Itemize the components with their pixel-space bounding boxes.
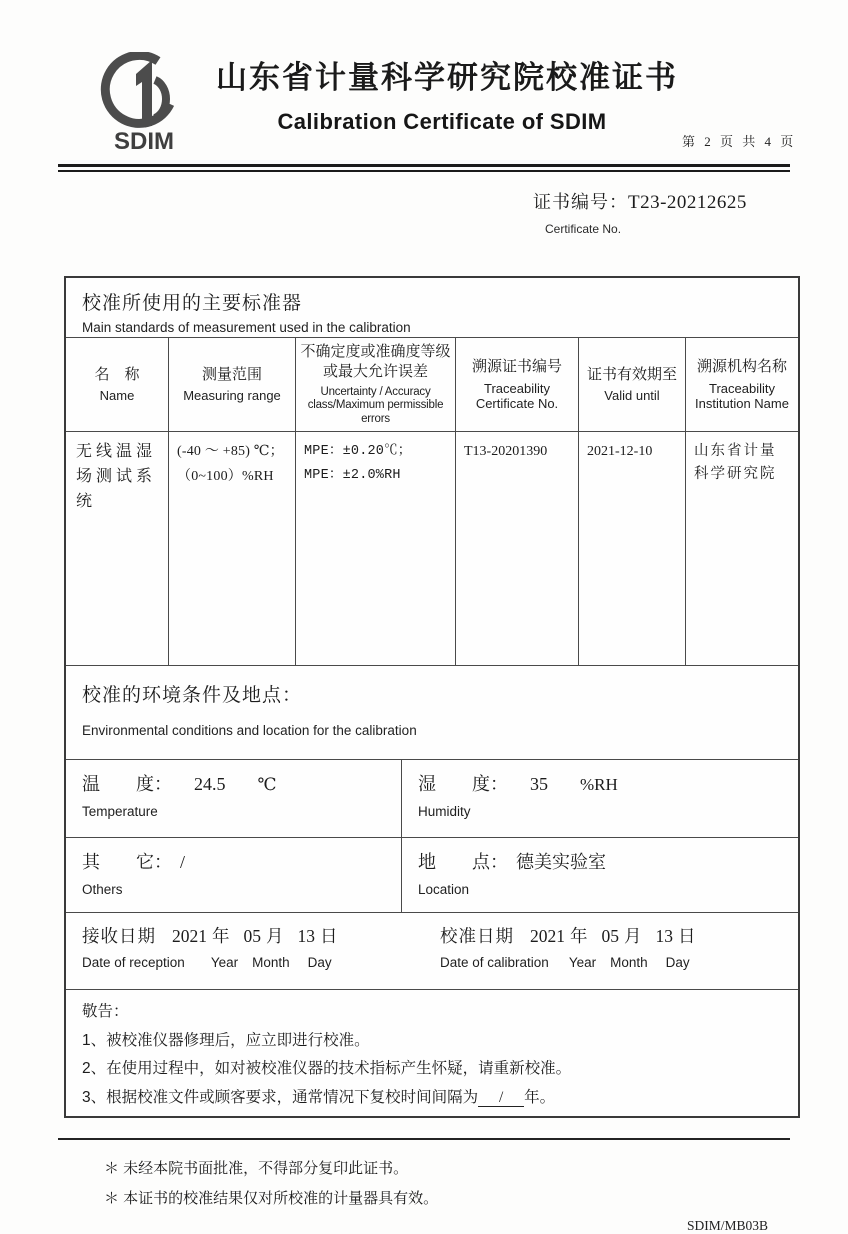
env-section-title <box>66 666 798 760</box>
reception-date-label-en: Date of reception <box>82 955 185 970</box>
title-block <box>216 52 678 135</box>
temperature-label-en: Temperature <box>82 804 158 819</box>
col-header-range: 测量范围 Measuring range <box>169 338 296 431</box>
humidity-unit: %RH <box>580 775 618 794</box>
form-code: SDIM/MB03B <box>686 1218 768 1233</box>
temperature-cell <box>66 760 402 837</box>
footer-note-2: ＊ 本证书的校准结果仅对所校准的计量器具有效。 <box>104 1190 439 1207</box>
valid-until-cell: 2021-12-10 <box>579 432 686 665</box>
footer-note-1: ＊ 未经本院书面批准，不得部分复印此证书。 <box>104 1160 409 1177</box>
reception-year: 2021 <box>172 926 207 946</box>
sdim-logo-icon <box>100 52 188 152</box>
trace-certificate-no-cell: T13-20201390 <box>456 432 579 665</box>
standards-section-title <box>66 278 798 338</box>
calibration-month: 05 <box>601 926 619 946</box>
temperature-label: 温 度： <box>82 774 172 794</box>
reception-date-group: 接收日期 2021 年 05 月 13 日 Date of reception Year Month Day <box>82 926 338 970</box>
page-title-en: Calibration Certificate of SDIM <box>277 109 607 134</box>
col-header-trace-no: 溯源证书编号 Traceability Certificate No. <box>456 338 579 431</box>
others-location-row <box>66 838 798 913</box>
notice-item-2: 2、在使用过程中，如对被校准仪器的技术指标产生怀疑，请重新校准。 <box>82 1060 572 1078</box>
location-value: 德美实验室 <box>516 852 606 872</box>
temperature-value: 24.5 <box>194 774 226 794</box>
location-cell <box>402 838 798 912</box>
notice-item-3: 3、根据校准文件或顾客要求，通常情况下复校时间间隔为 / 年。 <box>82 1089 556 1107</box>
calibration-year: 2021 <box>530 926 565 946</box>
mpe-cell: MPE：±0.20℃； MPE：±2.0%RH <box>296 432 456 665</box>
humidity-label: 湿 度： <box>418 774 508 794</box>
page-title: 山东省计量科学研究院校准证书 <box>216 60 678 95</box>
humidity-value: 35 <box>530 774 548 794</box>
standards-header-row <box>66 338 798 432</box>
institution-cell: 山东省计量科学研究院 <box>694 443 777 483</box>
standards-data-row <box>66 432 798 666</box>
dates-row <box>66 913 798 990</box>
others-value: / <box>180 852 186 872</box>
footer-notes <box>104 1154 848 1214</box>
others-cell <box>66 838 402 912</box>
page-number: 第 2 页 共 4 页 <box>682 134 797 149</box>
humidity-cell <box>402 760 798 837</box>
certificate-number-block <box>533 188 848 236</box>
calibration-date-label-en: Date of calibration <box>440 955 549 970</box>
notice-section <box>66 990 798 1116</box>
notice-title: 敬告： <box>82 1003 129 1020</box>
certificate-number-line <box>533 188 848 214</box>
standards-title-en: Main standards of measurement used in the calibration <box>82 320 411 335</box>
footer-divider <box>58 1138 790 1140</box>
reception-day: 13 <box>297 926 315 946</box>
certificate-number-label: 证书编号： <box>533 192 628 212</box>
standard-name-cell: 无线温湿场测试系统 <box>66 432 169 665</box>
notice-item-1: 1、被校准仪器修理后，应立即进行校准。 <box>82 1031 370 1049</box>
recal-interval-value: / <box>478 1089 524 1107</box>
reception-date-label: 接收日期 <box>82 926 156 946</box>
certificate-number-label-en: Certificate No. <box>545 222 622 236</box>
measuring-range-cell: (-40 ～ +85) ℃； （0~100）%RH <box>169 432 296 665</box>
temperature-unit: ℃ <box>257 775 277 794</box>
calibration-date-group: 校准日期 2021 年 05 月 13 日 Date of calibration Year Month Day <box>440 926 696 970</box>
others-label: 其 它： <box>82 852 172 872</box>
others-label-en: Others <box>82 882 123 897</box>
temp-humidity-row <box>66 760 798 838</box>
certificate-table <box>64 276 800 1118</box>
col-header-uncertainty: 不确定度或准确度等级或最大允许误差 Uncertainty / Accuracy class/Maximum permissible errors <box>296 338 456 431</box>
col-header-name: 名 称 Name <box>66 338 169 431</box>
col-header-institution: 溯源机构名称 Traceability Institution Name <box>695 358 789 412</box>
sdim-logo <box>98 52 190 152</box>
reception-month: 05 <box>243 926 261 946</box>
svg-text:SDIM: SDIM <box>114 128 174 152</box>
col-header-valid-until: 证书有效期至 Valid until <box>579 338 686 431</box>
humidity-label-en: Humidity <box>418 804 471 819</box>
calibration-date-label: 校准日期 <box>440 926 514 946</box>
certificate-number-value: T23-20212625 <box>628 192 747 213</box>
standards-title-cn: 校准所使用的主要标准器 <box>82 293 303 314</box>
location-label: 地 点： <box>418 852 508 872</box>
env-title-cn: 校准的环境条件及地点： <box>82 685 303 706</box>
location-label-en: Location <box>418 882 470 897</box>
calibration-day: 13 <box>655 926 673 946</box>
env-title-en: Environmental conditions and location for the calibration <box>82 723 417 738</box>
header-divider <box>58 164 790 172</box>
certificate-header <box>0 0 848 152</box>
